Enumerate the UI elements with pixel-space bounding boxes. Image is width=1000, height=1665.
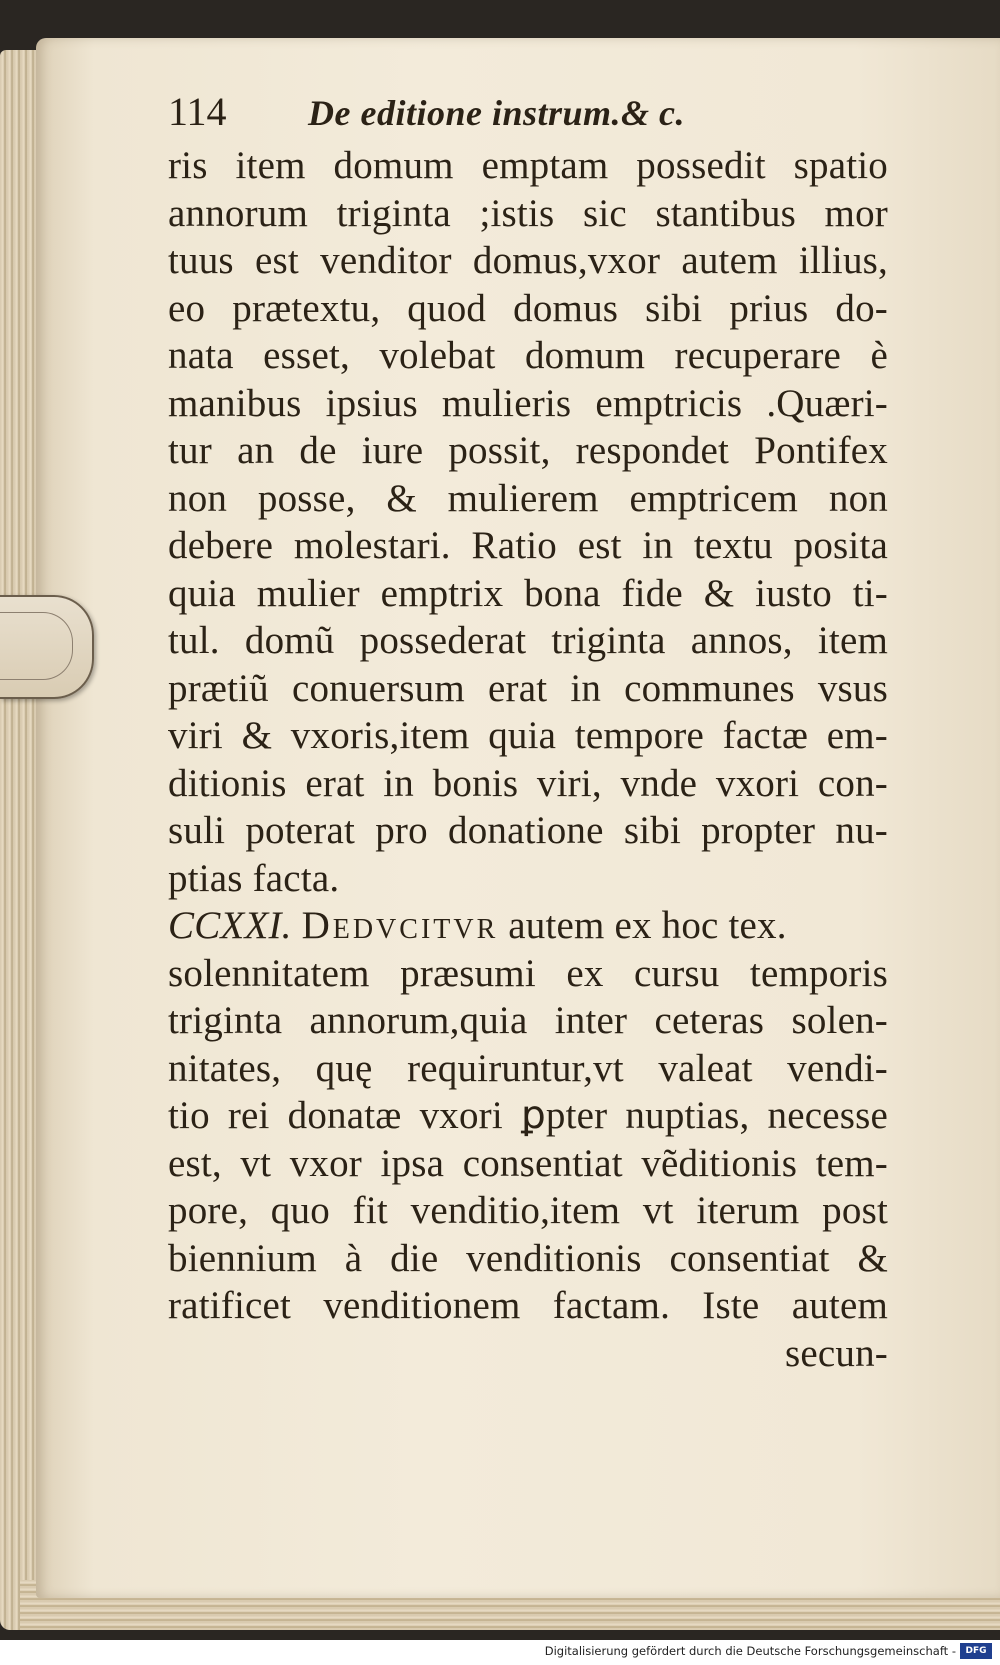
section-number: CCXXI. (168, 904, 292, 947)
text-line: suli poterat pro donatione sibi propter nu- (168, 809, 888, 852)
text-line: annorum triginta ;istis sic stantibus mor (168, 191, 888, 235)
text-line: ditionis erat in bonis viri, vnde vxori con- (168, 761, 888, 805)
section-first-line (168, 902, 888, 950)
text-block (168, 88, 888, 1377)
text-line: prætiũ conuersum erat in communes vsus (168, 666, 888, 710)
section-lead-rest: EDVCITVR (332, 914, 499, 945)
text-line: debere molestari. Ratio est in textu posita (168, 524, 888, 567)
text-line: biennium à die venditionis consentiat & (168, 1236, 888, 1280)
catchword: secun- (785, 1331, 888, 1375)
text-line: est, vt vxor ipsa consentiat vẽditionis tem- (168, 1141, 888, 1185)
page-number: 114 (168, 89, 227, 134)
text-line: ratificet venditionem factam. Iste autem (168, 1284, 888, 1327)
section-lead-initial: D (301, 904, 333, 947)
text-line: solennitatem præsumi ex cursu temporis (168, 951, 888, 995)
digitization-footer (0, 1640, 1000, 1665)
funding-credit: Digitalisierung gefördert durch die Deutsche Forschungsgemeinschaft - (544, 1644, 956, 1658)
section-first-line-rest: autem ex hoc tex. (508, 904, 787, 947)
text-line: triginta annorum,quia inter ceteras solen- (168, 999, 888, 1042)
page-header (168, 88, 888, 142)
section-lead-word (302, 904, 499, 947)
text-line: manibus ipsius mulieris emptricis .Quæri- (168, 381, 888, 425)
text-line: tio rei donatæ vxori ꝑpter nuptias, necesse (168, 1094, 888, 1137)
text-line: ptias facta. (168, 856, 340, 900)
text-line: pore, quo fit venditio,item vt iterum post (168, 1189, 888, 1232)
text-line: tul. domũ possederat triginta annos, item (168, 619, 888, 662)
book-clasp (0, 595, 94, 699)
running-head: De editione instrum.& c. (308, 93, 686, 133)
text-line: ris item domum emptam possedit spatio (168, 144, 888, 187)
text-line: nitates, quę requiruntur,vt valeat vendi- (168, 1046, 888, 1090)
text-line: nata esset, volebat domum recuperare è (168, 334, 888, 377)
text-line: tuus est venditor domus,vxor autem illius, (168, 239, 888, 282)
text-line: tur an de iure possit, respondet Pontifex (168, 429, 888, 472)
text-line: eo prætextu, quod domus sibi prius do- (168, 286, 888, 330)
dfg-logo: DFG (960, 1643, 992, 1659)
text-line: viri & vxoris,item quia tempore factæ em- (168, 714, 888, 757)
text-line: non posse, & mulierem emptricem non (168, 476, 888, 520)
text-line: quia mulier emptrix bona fide & iusto ti- (168, 571, 888, 615)
book-clasp-inner (0, 612, 73, 680)
